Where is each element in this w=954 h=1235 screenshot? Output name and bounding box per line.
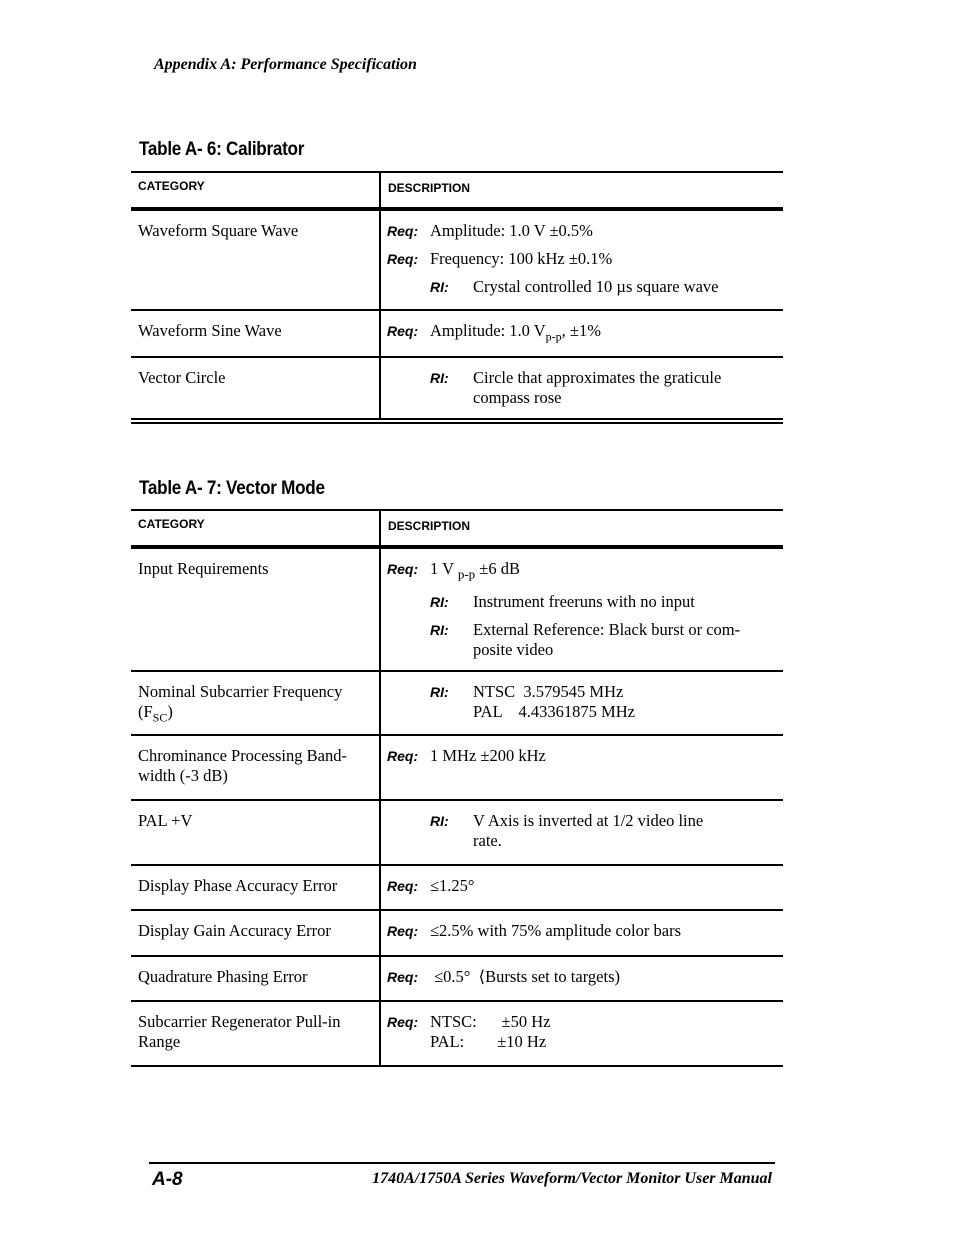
- calibrator-table: [131, 171, 783, 424]
- category-cell: Chrominance Processing Band-width (-3 dB): [131, 735, 380, 800]
- running-header: Appendix A: Performance Specification: [154, 56, 417, 73]
- category-cell: Waveform Square Wave: [131, 209, 380, 310]
- manual-title: 1740A/1750A Series Waveform/Vector Monitor User Manual: [372, 1170, 772, 1187]
- spec-text: External Reference: Black burst or com-posite video: [473, 620, 741, 660]
- table-a7-title: Table A- 7: Vector Mode: [139, 478, 325, 499]
- table-row: [131, 865, 783, 910]
- ri-label: RI:: [430, 370, 449, 387]
- req-label: Req:: [387, 323, 419, 339]
- spec-text: ≤2.5% with 75% amplitude color bars: [430, 921, 682, 941]
- category-cell: Vector Circle: [138, 368, 226, 388]
- ri-label: RI:: [430, 594, 449, 611]
- description-cell: [380, 800, 783, 865]
- spec-text: NTSC: ±50 Hz PAL: ±10 Hz: [430, 1012, 551, 1052]
- spec-text: V Axis is inverted at 1/2 video line rate.: [473, 811, 704, 851]
- spec-text: Amplitude: 1.0 $V_{p-p}$, ±1%: [430, 321, 601, 344]
- table-a6-title: Table A- 6: Calibrator: [139, 139, 305, 160]
- spec-text: Circle that approximates the graticule compass rose: [473, 368, 722, 408]
- ri-label: RI:: [430, 622, 449, 639]
- table-row: [131, 209, 783, 310]
- spec-text: NTSC 3.579545 MHz PAL 4.43361875 MHz: [473, 682, 635, 722]
- req-label: Req:: [387, 1014, 419, 1031]
- req-label: Req:: [387, 223, 419, 239]
- column-header-category: CATEGORY: [131, 172, 380, 209]
- req-label: Req:: [387, 251, 419, 267]
- table-header-row: [131, 172, 783, 209]
- req-label: Req:: [387, 561, 419, 577]
- category-cell: Waveform Sine Wave: [131, 310, 380, 357]
- category-cell: Quadrature Phasing Error: [131, 956, 380, 1001]
- category-cell: Display Phase Accuracy Error: [131, 865, 380, 910]
- req-label: Req:: [387, 969, 419, 986]
- description-cell: [380, 547, 783, 671]
- table-end-rule: [131, 419, 783, 423]
- table-row: [131, 800, 783, 865]
- category-cell: Input Requirements: [131, 547, 380, 671]
- req-label: Req:: [387, 923, 419, 940]
- spec-text: ≤0.5° ⟨Bursts set to targets): [430, 967, 620, 987]
- spec-text: Frequency: 100 kHz ±0.1%: [430, 249, 613, 268]
- description-cell: [380, 357, 783, 419]
- table-row: [131, 310, 783, 357]
- category-cell: Display Gain Accuracy Error: [131, 910, 380, 956]
- ri-label: RI:: [430, 684, 449, 701]
- spec-text: Amplitude: 1.0 V ±0.5%: [430, 221, 593, 240]
- category-cell: PAL +V: [131, 800, 380, 865]
- description-cell: [380, 1001, 783, 1066]
- table-header-row: [131, 510, 783, 547]
- description-cell: [380, 910, 783, 956]
- table-row: [131, 1001, 783, 1066]
- vector-mode-table: [131, 509, 783, 1067]
- req-label: Req:: [387, 878, 419, 895]
- spec-text: ≤1.25°: [430, 876, 475, 896]
- description-cell: [380, 865, 783, 910]
- spec-text: Instrument freeruns with no input: [473, 592, 695, 612]
- table-row: [131, 547, 783, 671]
- ri-label: RI:: [430, 813, 449, 830]
- column-header-description: DESCRIPTION: [380, 172, 783, 209]
- table-row: [131, 956, 783, 1001]
- spec-text: 1 MHz ±200 kHz: [430, 746, 546, 766]
- table-row: [131, 910, 783, 956]
- description-cell: [380, 671, 783, 735]
- category-cell: Nominal Subcarrier Frequency $(F_{SC})$: [131, 671, 380, 735]
- page-number: A-8: [152, 1169, 183, 1190]
- table-row: [131, 357, 783, 419]
- description-cell: [380, 209, 783, 310]
- spec-text: Crystal controlled 10 µs square wave: [473, 277, 719, 296]
- table-row: [131, 671, 783, 735]
- table-row: [131, 735, 783, 800]
- column-header-category: CATEGORY: [131, 510, 380, 547]
- description-cell: [380, 956, 783, 1001]
- spec-text: 1 V $_{p-p}$ ±6 dB: [430, 559, 520, 582]
- description-cell: [380, 310, 783, 357]
- column-header-description: DESCRIPTION: [380, 510, 783, 547]
- footer-rule: [149, 1162, 775, 1164]
- req-label: Req:: [387, 748, 419, 765]
- description-cell: [380, 735, 783, 800]
- category-cell: Subcarrier Regenerator Pull-in Range: [131, 1001, 380, 1066]
- ri-label: RI:: [430, 279, 449, 295]
